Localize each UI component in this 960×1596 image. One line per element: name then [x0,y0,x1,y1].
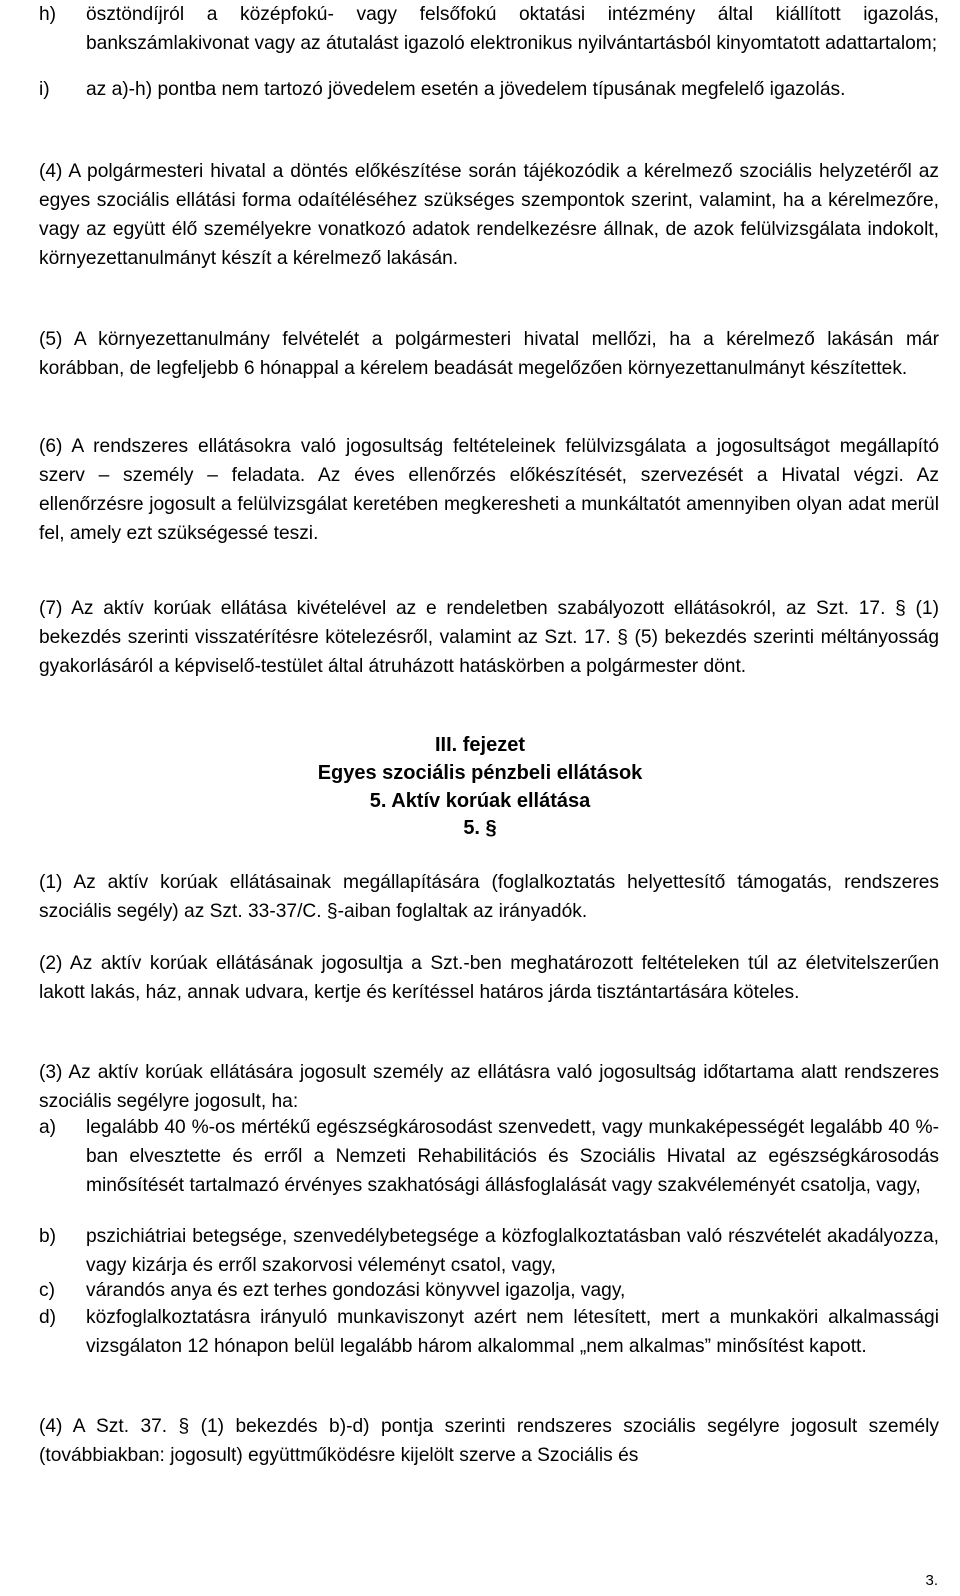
paragraph-4: (4) A polgármesteri hivatal a döntés előkészítése során tájékozódik a kérelmező szociális helyzetéről az egyes szociális ellátási forma odaítéléséhez szükséges szempontok szerint, valamint, ha a kérelmezőre, vagy az együtt élő személyekre vonatkozó adatok rendelkezésre állnak, de azok felülvizsgálata indokolt, környezettanulmányt készít a kérelmező lakásán. [39,161,939,269]
list-text: ösztöndíjról a középfokú- vagy felsőfokú oktatási intézmény által kiállított igazolás, bankszámlakivonat vagy az átutalást igazoló elektronikus nyilvántartásból kinyomtatott adattartalom; [86,4,939,54]
list-label: a) [39,1117,57,1138]
list-item-a [39,1113,939,1200]
list-label: b) [39,1226,57,1247]
section-paragraph-3: (3) Az aktív korúak ellátására jogosult személy az ellátásra való jogosultság időtartama alatt rendszeres szociális segélyre jogosult, ha: [39,1062,939,1112]
list-item-d [39,1303,939,1361]
chapter-heading: III. fejezet [434,734,526,756]
list-item-h [39,0,939,58]
section-title: 5. Aktív korúak ellátása [369,790,591,812]
section-paragraph-1: (1) Az aktív korúak ellátásainak megállapítására (foglalkoztatás helyettesítő támogatás, rendszeres szociális segély) az Szt. 33-37/C. §-aiban foglaltak az irányadók. [39,872,939,922]
paragraph-7: (7) Az aktív korúak ellátása kivételével az e rendeletben szabályozott ellátásokról, az Szt. 17. § (1) bekezdés szerinti visszatérítésre kötelezésről, valamint az Szt. 17. § (5) bekezdés szerinti méltányosság gyakorlásáról a képviselő-testület által átruházott hatáskörben a polgármester dönt. [39,598,939,677]
list-item-i [39,75,939,104]
list-text: az a)-h) pontba nem tartozó jövedelem esetén a jövedelem típusának megfelelő igazolás. [86,79,846,100]
list-text: várandós anya és ezt terhes gondozási könyvvel igazolja, vagy, [86,1280,626,1301]
list-label: h) [39,4,57,25]
list-label: i) [39,79,50,100]
list-text: legalább 40 %-os mértékű egészségkárosodást szenvedett, vagy munkaképességét legalább 40 %-ban elvesztette és erről a Nemzeti Rehabilitációs és Szociális Hivatal az egészségkárosodás minősítését tartalmazó érvényes szakhatósági állásfoglalását vagy szakvéleményét csatolja, vagy, [86,1117,939,1196]
list-text: pszichiátriai betegsége, szenvedélybetegsége a közfoglalkoztatásban való részvételét akadályozza, vagy kizárja és erről szakorvosi véleményt csatol, vagy, [86,1226,939,1276]
section-paragraph-2: (2) Az aktív korúak ellátásának jogosultja a Szt.-ben meghatározott feltételeken túl az életvitelszerűen lakott lakás, ház, annak udvara, kertje és kerítéssel határos járda tisztántartására köteles. [39,953,939,1003]
list-text: közfoglalkoztatásra irányuló munkaviszonyt azért nem létesített, mert a munkaköri alkalmassági vizsgálaton 12 hónapon belül legalább három alkalommal „nem alkalmas” minősítést kapott. [86,1307,939,1357]
list-label: c) [39,1280,55,1301]
section-number: 5. § [463,817,497,839]
list-item-c [39,1276,939,1305]
page-number: 3. [925,1572,938,1589]
chapter-title: Egyes szociális pénzbeli ellátások [317,762,643,784]
list-label: d) [39,1307,57,1328]
paragraph-5: (5) A környezettanulmány felvételét a polgármesteri hivatal mellőzi, ha a kérelmező lakásán már korábban, de legfeljebb 6 hónappal a kérelem beadását megelőzően környezettanulmányt készítettek. [39,329,939,379]
list-item-b [39,1222,939,1280]
paragraph-6: (6) A rendszeres ellátásokra való jogosultság feltételeinek felülvizsgálata a jogosultságot megállapító szerv – személy – feladata. Az éves ellenőrzés előkészítését, szervezését a Hivatal végzi. Az ellenőrzésre jogosult a felülvizsgálat keretében megkeresheti a munkáltatót amennyiben olyan adat merül fel, amely ezt szükségessé teszi. [39,436,939,544]
section-paragraph-4: (4) A Szt. 37. § (1) bekezdés b)-d) pontja szerinti rendszeres szociális segélyre jogosult személy (továbbiakban: jogosult) együttműködésre kijelölt szerve a Szociális és [39,1416,939,1466]
